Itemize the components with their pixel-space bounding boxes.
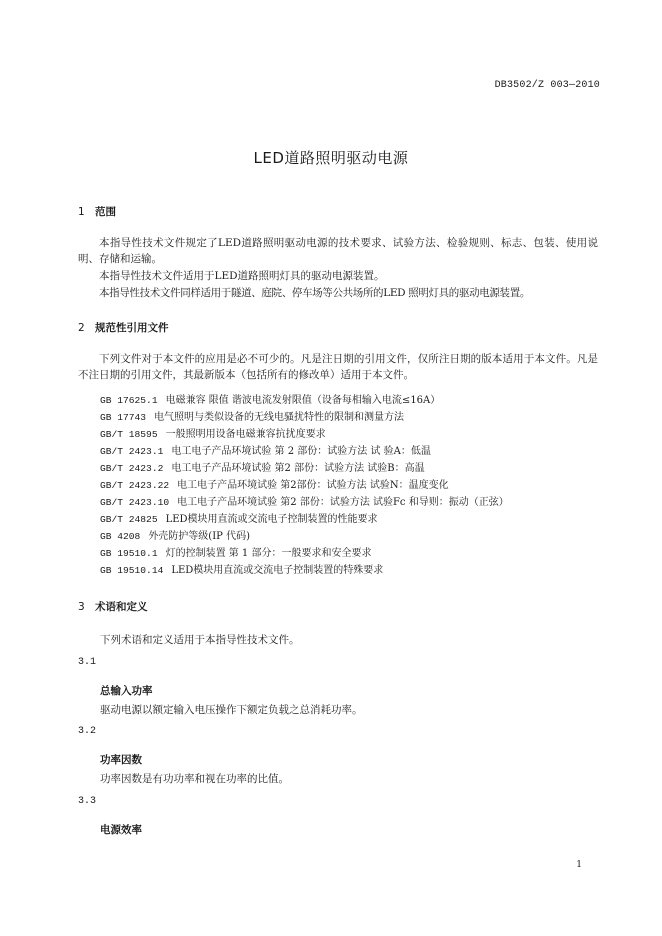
reference-code: GB/T 2423.2	[100, 463, 164, 474]
reference-title: 一般照明用设备电磁兼容抗扰度要求	[165, 429, 326, 440]
reference-code: GB 19510.14	[100, 565, 164, 576]
page-number: 1	[576, 860, 582, 870]
reference-item	[100, 476, 449, 491]
section-1-paragraph-3: 本指导性技术文件同样适用于隧道、庭院、停车场等公共场所的LED 照明灯具的驱动电源装置。	[99, 287, 530, 299]
reference-item	[100, 391, 440, 406]
reference-code: GB 17625.1	[100, 395, 158, 406]
reference-code: GB/T 2423.10	[100, 497, 170, 508]
term-definition: 驱动电源以额定输入电压操作下额定负载之总消耗功率。	[100, 704, 363, 716]
section-3-heading	[78, 599, 148, 614]
reference-code: GB/T 24825	[100, 514, 158, 525]
reference-item	[100, 510, 378, 525]
section-3-intro: 下列术语和定义适用于本指导性技术文件。	[100, 634, 300, 646]
reference-item	[100, 442, 431, 457]
reference-title: 外壳防护等级(IP 代码)	[148, 531, 250, 542]
reference-title: 电工电子产品环境试验 第2部份：试验方法 试验N：温度变化	[177, 480, 449, 491]
section-number: 3	[78, 601, 85, 613]
term-number: 3.3	[78, 796, 97, 807]
section-title: 术语和定义	[95, 601, 148, 613]
section-1-heading	[78, 204, 116, 219]
reference-code: GB 19510.1	[100, 548, 158, 559]
reference-title: 电磁兼容 限值 谐波电流发射限值（设备每相输入电流≤16A）	[165, 395, 441, 406]
term-definition: 功率因数是有功功率和视在功率的比值。	[100, 773, 289, 785]
reference-title: LED模块用直流或交流电子控制装置的特殊要求	[171, 565, 384, 576]
document-code: DB3502/Z 003—2010	[494, 80, 600, 91]
section-number: 2	[78, 322, 85, 334]
document-title: LED道路照明驱动电源	[253, 149, 409, 167]
section-2-intro: 下列文件对于本文件的应用是必不可少的。凡是注日期的引用文件，仅所注日期的版本适用于本文件。凡是不注日期的引用文件，其最新版本（包括所有的修改单）适用于本文件。	[78, 353, 598, 381]
section-1-paragraph-2: 本指导性技术文件适用于LED道路照明灯具的驱动电源装置。	[99, 270, 385, 282]
term-number: 3.2	[78, 726, 97, 737]
reference-item	[100, 408, 404, 423]
reference-code: GB/T 2423.1	[100, 446, 164, 457]
term-title: 总输入功率	[100, 685, 153, 697]
reference-title: 电工电子产品环境试验 第2 部份：试验方法 试验B：高温	[171, 463, 425, 474]
reference-title: 电气照明与类似设备的无线电骚扰特性的限制和测量方法	[154, 412, 405, 423]
reference-item	[100, 459, 425, 474]
reference-title: 灯的控制装置 第 1 部分：一般要求和安全要求	[165, 548, 372, 559]
term-title: 功率因数	[100, 754, 142, 766]
reference-code: GB 4208	[100, 531, 141, 542]
reference-item	[100, 561, 383, 576]
section-title: 规范性引用文件	[95, 322, 169, 334]
section-2-heading	[78, 320, 169, 335]
term-title: 电源效率	[100, 824, 142, 836]
section-title: 范围	[95, 206, 116, 218]
reference-code: GB/T 2423.22	[100, 480, 170, 491]
reference-item	[100, 425, 326, 440]
term-number: 3.1	[78, 657, 97, 668]
reference-title: 电工电子产品环境试验 第2 部份：试验方法 试验Fc 和导则：振动（正弦）	[177, 497, 509, 508]
section-1-paragraph-1: 本指导性技术文件规定了LED道路照明驱动电源的技术要求、试验方法、检验规则、标志、包装、使用说明、存储和运输。	[78, 237, 598, 265]
section-number: 1	[78, 206, 85, 218]
reference-item	[100, 493, 509, 508]
reference-title: LED模块用直流或交流电子控制装置的性能要求	[165, 514, 378, 525]
reference-item	[100, 527, 250, 542]
reference-code: GB/T 18595	[100, 429, 158, 440]
reference-code: GB 17743	[100, 412, 147, 423]
reference-item	[100, 544, 371, 559]
reference-title: 电工电子产品环境试验 第 2 部份：试验方法 试 验A：低温	[171, 446, 431, 457]
